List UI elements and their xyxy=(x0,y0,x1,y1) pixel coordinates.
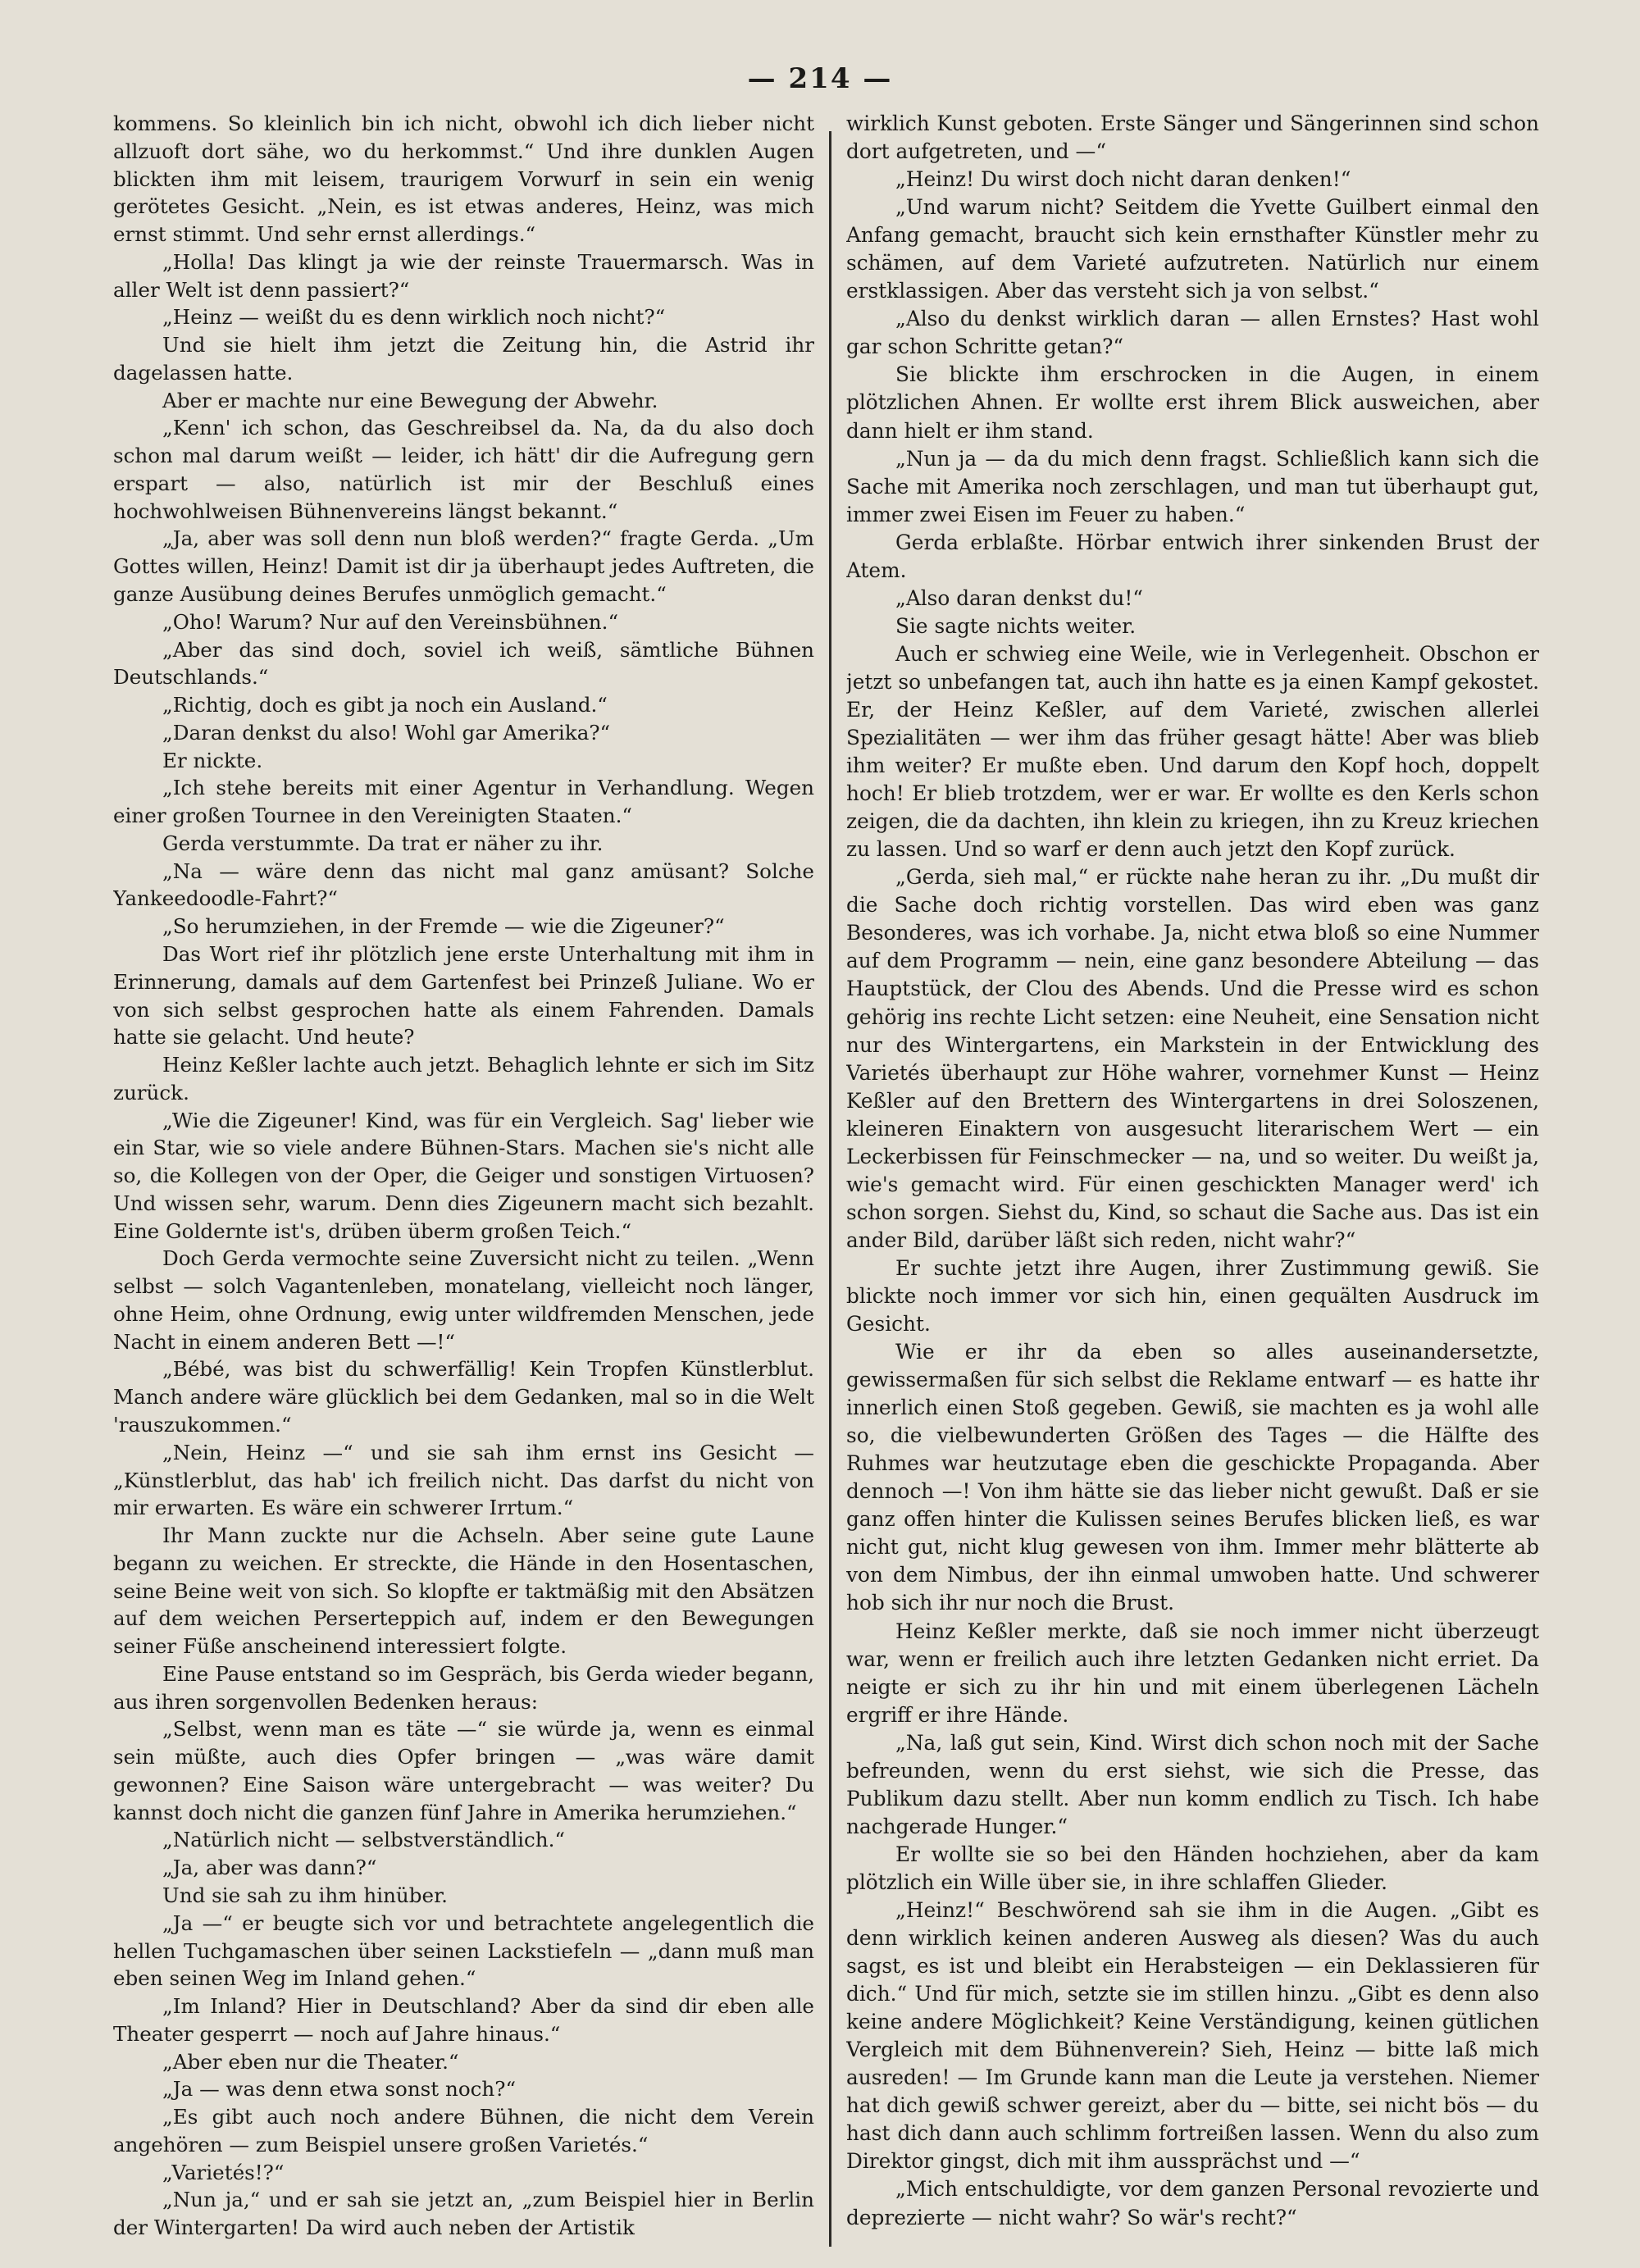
paragraph: „Varietés!?“ xyxy=(162,2160,285,2184)
paragraph: wirklich Kunst geboten. Erste Sänger und Sängerinnen sind schon dort aufgetreten, und —“ xyxy=(846,112,1539,164)
paragraph: Heinz Keßler lachte auch jetzt. Behaglich lehnte er sich im Sitz zurück. xyxy=(113,1053,814,1104)
column-divider xyxy=(829,131,831,2247)
paragraph: „Nun ja,“ und er sah sie jetzt an, „zum Beispiel hier in Berlin der Wintergarten! Da wird auch neben der Artistik xyxy=(113,2188,814,2240)
paragraph: Aber er machte nur eine Bewegung der Abwehr. xyxy=(162,388,658,412)
paragraph: Eine Pause entstand so im Gespräch, bis Gerda wieder begann, aus ihren sorgenvollen Bedenken heraus: xyxy=(113,1661,814,1714)
paragraph: „Heinz — weißt du es denn wirklich noch nicht?“ xyxy=(162,305,666,330)
right-text-column xyxy=(846,110,1539,2250)
paragraph: „Ja, aber was soll denn nun bloß werden?“ fragte Gerda. „Um Gottes willen, Heinz! Damit ist dir ja überhaupt jedes Auftreten, die ganze Ausübung deines Berufes unmöglich gemacht.“ xyxy=(113,526,814,607)
paragraph: Doch Gerda vermochte seine Zuversicht nicht zu teilen. „Wenn selbst — solch Vagantenleben, monatelang, vielleicht noch länger, ohne Heim, ohne Ordnung, ewig unter wildfremden Menschen, jede Nacht in einem anderen Bett —!“ xyxy=(113,1246,814,1354)
paragraph: „Holla! Das klingt ja wie der reinste Trauermarsch. Was in aller Welt ist denn passiert?“ xyxy=(113,249,814,302)
paragraph: Wie er ihr da eben so alles auseinandersetzte, gewissermaßen für sich selbst die Reklame entwarf — es hatte ihr innerlich einen Stoß gegeben. Gewiß, sie machten es ja wohl alle so, die vielbewunderten Größen des Tages — die Hälfte des Ruhmes war heutzutage eben die geschickte Propaganda. Aber dennoch —! Von ihm hätte sie das lieber nicht gewußt. Daß er sie ganz offen hinter die Kulissen seines Berufes blicken ließ, es war nicht gut, nicht klug gewesen von ihm. Immer mehr blätterte ab von dem Nimbus, der ihn einmal umwoben hatte. Und schwerer hob sich ihr nur noch die Brust. xyxy=(846,1340,1539,1615)
paragraph: „Gerda, sieh mal,“ er rückte nahe heran zu ihr. „Du mußt dir die Sache doch richtig vorstellen. Das wird eben was ganz Besonderes, was ich vorhabe. Ja, nicht etwa bloß so eine Nummer auf dem Programm — nein, eine ganz besondere Abteilung — das Hauptstück, der Clou des Abends. Und die Presse wird es schon gehörig ins rechte Licht setzen: eine Neuheit, eine Sensation nicht nur des Wintergartens, ein Markstein in der Entwicklung des Varietés überhaupt zur Höhe wahrer, vornehmer Kunst — Heinz Keßler auf den Brettern des Wintergartens in drei Soloszenen, kleineren Einaktern von ausgesucht literarischem Wert — ein Leckerbissen für Feinschmecker — na, und so weiter. Du weißt ja, wie's gemacht wird. Für einen geschickten Manager werd' ich schon sorgen. Siehst du, Kind, so schaut die Sache aus. Das ist ein ander Bild, darüber läßt sich reden, nicht wahr?“ xyxy=(846,865,1539,1252)
page-number: — 214 — xyxy=(747,62,893,95)
paragraph: „Nein, Heinz —“ und sie sah ihm ernst ins Gesicht — „Künstlerblut, das hab' ich freilich nicht. Das darfst du nicht von mir erwarten. Es wäre ein schwerer Irrtum.“ xyxy=(113,1440,814,1520)
paragraph: Gerda verstummte. Da trat er näher zu ihr. xyxy=(162,831,604,855)
paragraph: Und sie hielt ihm jetzt die Zeitung hin, die Astrid ihr dagelassen hatte. xyxy=(113,333,814,385)
paragraph: „So herumziehen, in der Fremde — wie die Zigeuner?“ xyxy=(162,914,725,939)
paragraph: Er wollte sie so bei den Händen hochziehen, aber da kam plötzlich ein Wille über sie, in ihre schlaffen Glieder. xyxy=(846,1842,1539,1894)
paragraph: „Und warum nicht? Seitdem die Yvette Guilbert einmal den Anfang gemacht, braucht sich kein ernsthafter Künstler mehr zu schämen, auf dem Varieté aufzutreten. Natürlich nur einem erstklassigen. Aber das versteht sich ja von selbst.“ xyxy=(846,195,1539,303)
paragraph: „Nun ja — da du mich denn fragst. Schließlich kann sich die Sache mit Amerika noch zerschlagen, und man tut überhaupt gut, immer zwei Eisen im Feuer zu haben.“ xyxy=(846,446,1539,526)
paragraph: kommens. So kleinlich bin ich nicht, obwohl ich dich lieber nicht allzuoft dort sähe, wo du herkommst.“ Und ihre dunklen Augen blickten ihm mit leisem, traurigem Vorwurf in sein ein wenig gerötetes Gesicht. „Nein, es ist etwas anderes, Heinz, was mich ernst stimmt. Und sehr ernst allerdings.“ xyxy=(113,112,814,247)
paragraph: „Heinz!“ Beschwörend sah sie ihm in die Augen. „Gibt es denn wirklich keinen anderen Ausweg als diesen? Was du auch sagst, es ist und bleibt ein Herabsteigen — ein Deklassieren für dich.“ Und für mich, setzte sie im stillen hinzu. „Gibt es denn also keine andere Möglichkeit? Keine Verständigung, keinen gütlichen Vergleich mit dem Bühnenverein? Sieh, Heinz — bitte laß mich ausreden! — Im Grunde kann man die Leute ja verstehen. Niemer hat dich gewiß schwer gereizt, aber du — bitte, sei nicht bös — du hast dich dann auch schlimm fortreißen lassen. Wenn du also zum Direktor gingst, dich mit ihm aussprächst und —“ xyxy=(846,1898,1539,2174)
paragraph: „Mich entschuldigte, vor dem ganzen Personal revozierte und deprezierte — nicht wahr? So wär's recht?“ xyxy=(846,2177,1539,2229)
paragraph: „Wie die Zigeuner! Kind, was für ein Vergleich. Sag' lieber wie ein Star, wie so viele andere Bühnen-Stars. Machen sie's nicht alle so, die Kollegen von der Oper, die Geiger und sonstigen Virtuosen? Und wissen sehr, warum. Denn dies Zigeunern macht sich bezahlt. Eine Goldernte ist's, drüben überm großen Teich.“ xyxy=(113,1108,814,1243)
paragraph: „Na — wäre denn das nicht mal ganz amüsant? Solche Yankeedoodle-Fahrt?“ xyxy=(113,858,814,911)
paragraph: „Aber eben nur die Theater.“ xyxy=(162,2049,459,2074)
paragraph: Das Wort rief ihr plötzlich jene erste Unterhaltung mit ihm in Erinnerung, damals auf dem Gartenfest bei Prinzeß Juliane. Wo er von sich selbst gesprochen hatte als einem Fahrenden. Damals hatte sie gelacht. Und heute? xyxy=(113,941,814,1050)
paragraph: „Richtig, doch es gibt ja noch ein Ausland.“ xyxy=(162,693,608,717)
paragraph: „Also du denkst wirklich daran — allen Ernstes? Hast wohl gar schon Schritte getan?“ xyxy=(846,307,1539,359)
paragraph: „Ich stehe bereits mit einer Agentur in Verhandlung. Wegen einer großen Tournee in den Vereinigten Staaten.“ xyxy=(113,776,814,828)
paragraph: „Also daran denkst du!“ xyxy=(895,585,1143,610)
paragraph: Ihr Mann zuckte nur die Achseln. Aber seine gute Laune begann zu weichen. Er streckte, die Hände in den Hosentaschen, seine Beine weit von sich. So klopfte er taktmäßig mit den Absätzen auf dem weichen Perserteppich auf, indem er den Bewegungen seiner Füße anscheinend interessiert folgte. xyxy=(113,1523,814,1659)
paragraph: Sie sagte nichts weiter. xyxy=(895,613,1137,638)
paragraph: Und sie sah zu ihm hinüber. xyxy=(162,1883,448,1907)
paragraph: Heinz Keßler merkte, daß sie noch immer nicht überzeugt war, wenn er freilich auch ihre letzten Gedanken nicht erriet. Da neigte er sich zu ihr hin und mit einem überlegenen Lächeln ergriff er ihre Hände. xyxy=(846,1619,1539,1727)
paragraph: „Ja —“ er beugte sich vor und betrachtete angelegentlich die hellen Tuchgamaschen über seinen Lackstiefeln — „dann muß man eben seinen Weg im Inland gehen.“ xyxy=(113,1910,814,1991)
paragraph: „Oho! Warum? Nur auf den Vereinsbühnen.“ xyxy=(162,609,619,634)
paragraph: „Daran denkst du also! Wohl gar Amerika?“ xyxy=(162,720,611,745)
paragraph: „Natürlich nicht — selbstverständlich.“ xyxy=(162,1828,565,1852)
paragraph: „Im Inland? Hier in Deutschland? Aber da sind dir eben alle Theater gesperrt — noch auf Jahre hinaus.“ xyxy=(113,1994,814,2046)
paragraph: „Selbst, wenn man es täte —“ sie würde ja, wenn es einmal sein müßte, auch dies Opfer bringen — „was wäre damit gewonnen? Eine Saison wäre untergebracht — was weiter? Du kannst doch nicht die ganzen fünf Jahre in Amerika herumziehen.“ xyxy=(113,1717,814,1824)
paragraph: „Na, laß gut sein, Kind. Wirst dich schon noch mit der Sache befreunden, wenn du erst siehst, wie sich die Presse, das Publikum dazu stellt. Aber nun komm endlich zu Tisch. Ich habe nachgerade Hunger.“ xyxy=(846,1730,1539,1838)
paragraph: „Es gibt auch noch andere Bühnen, die nicht dem Verein angehören — zum Beispiel unsere großen Varietés.“ xyxy=(113,2105,814,2156)
paragraph: „Ja, aber was dann?“ xyxy=(162,1856,377,1880)
paragraph: „Kenn' ich schon, das Geschreibsel da. Na, da du also doch schon mal darum weißt — leider, ich hätt' dir die Aufregung gern erspart — also, natürlich ist mir der Beschluß eines hochwohlweisen Bühnenvereins längst bekannt.“ xyxy=(113,416,814,523)
paragraph: „Heinz! Du wirst doch nicht daran denken!“ xyxy=(895,167,1351,192)
paragraph: „Ja — was denn etwa sonst noch?“ xyxy=(162,2077,517,2102)
paragraph: „Aber das sind doch, soviel ich weiß, sämtliche Bühnen Deutschlands.“ xyxy=(113,637,814,690)
left-text-column xyxy=(113,110,814,2250)
paragraph: „Bébé, was bist du schwerfällig! Kein Tropfen Künstlerblut. Manch andere wäre glücklich bei dem Gedanken, mal so in die Welt 'rauszukommen.“ xyxy=(113,1357,814,1437)
paragraph: Gerda erblaßte. Hörbar entwich ihrer sinkenden Brust der Atem. xyxy=(846,530,1539,582)
paragraph: Auch er schwieg eine Weile, wie in Verlegenheit. Obschon er jetzt so unbefangen tat, auch ihn hatte es ja einen Kampf gekostet. Er, der Heinz Keßler, auf dem Varieté, zwischen allerlei Spezialitäten — wer ihm das früher gesagt hätte! Aber was blieb ihm weiter? Er mußte eben. Und darum den Kopf hoch, doppelt hoch! Er blieb trotzdem, wer er war. Er wollte es den Kerls schon zeigen, die da dachten, ihn klein zu kriegen, ihn zu Kreuz kriechen zu lassen. Und so warf er denn auch jetzt den Kopf zurück. xyxy=(846,641,1539,862)
paragraph: Sie blickte ihm erschrocken in die Augen, in einem plötzlichen Ahnen. Er wollte erst ihrem Blick ausweichen, aber dann hielt er ihm stand. xyxy=(846,362,1539,443)
paragraph: Er nickte. xyxy=(162,748,263,772)
paragraph: Er suchte jetzt ihre Augen, ihrer Zustimmung gewiß. Sie blickte noch immer vor sich hin, einen gequälten Ausdruck im Gesicht. xyxy=(846,1255,1539,1337)
